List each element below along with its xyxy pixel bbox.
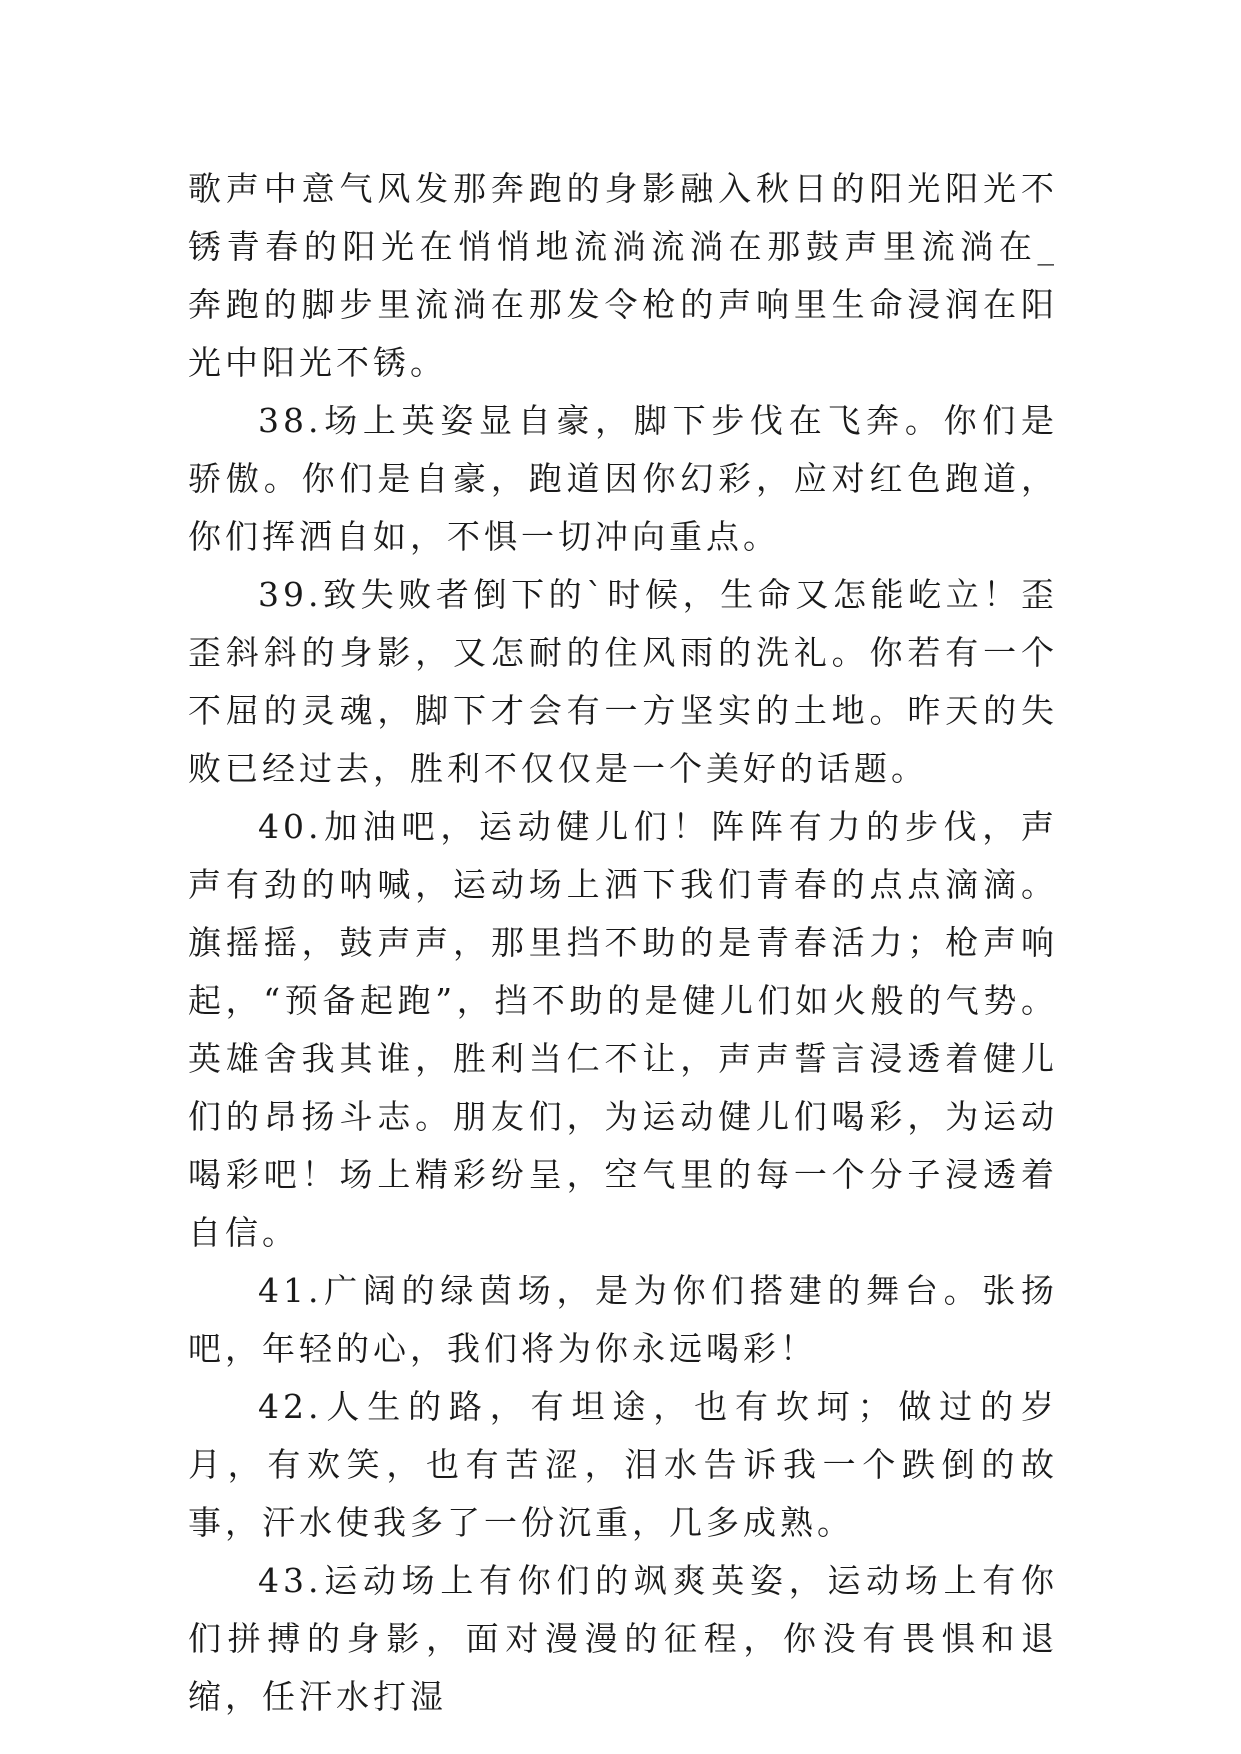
- paragraph-continuation: 歌声中意气风发那奔跑的身影融入秋日的阳光阳光不锈青春的阳光在悄悄地流淌流淌在那鼓声里流淌在_奔跑的脚步里流淌在那发令枪的声响里生命浸润在阳光中阳光不锈。: [188, 169, 1058, 382]
- paragraph-41: 41.广阔的绿茵场，是为你们搭建的舞台。张扬吧，年轻的心，我们将为你永远喝彩！: [188, 1271, 1058, 1368]
- paragraph-43: 43.运动场上有你们的飒爽英姿，运动场上有你们拼搏的身影，面对漫漫的征程，你没有畏惧和退缩，任汗水打湿: [188, 1561, 1058, 1716]
- paragraph-38: 38.场上英姿显自豪，脚下步伐在飞奔。你们是骄傲。你们是自豪，跑道因你幻彩，应对红色跑道，你们挥洒自如，不惧一切冲向重点。: [188, 401, 1058, 556]
- paragraph-40: 40.加油吧，运动健儿们！阵阵有力的步伐，声声有劲的呐喊，运动场上洒下我们青春的点点滴滴。旗摇摇，鼓声声，那里挡不助的是青春活力；枪声响起，“预备起跑”，挡不助的是健儿们如火般的气势。英雄舍我其谁，胜利当仁不让，声声誓言浸透着健儿们的昂扬斗志。朋友们，为运动健儿们喝彩，为运动喝彩吧！场上精彩纷呈，空气里的每一个分子浸透着自信。: [188, 807, 1058, 1252]
- paragraph-39: 39.致失败者倒下的`时候，生命又怎能屹立！歪歪斜斜的身影，又怎耐的住风雨的洗礼。你若有一个不屈的灵魂，脚下才会有一方坚实的土地。昨天的失败已经过去，胜利不仅仅是一个美好的话题。: [188, 575, 1058, 788]
- paragraph-42: 42.人生的路，有坦途，也有坎坷；做过的岁月，有欢笑，也有苦涩，泪水告诉我一个跌倒的故事，汗水使我多了一份沉重，几多成熟。: [188, 1387, 1058, 1542]
- document-body: [188, 160, 1058, 1726]
